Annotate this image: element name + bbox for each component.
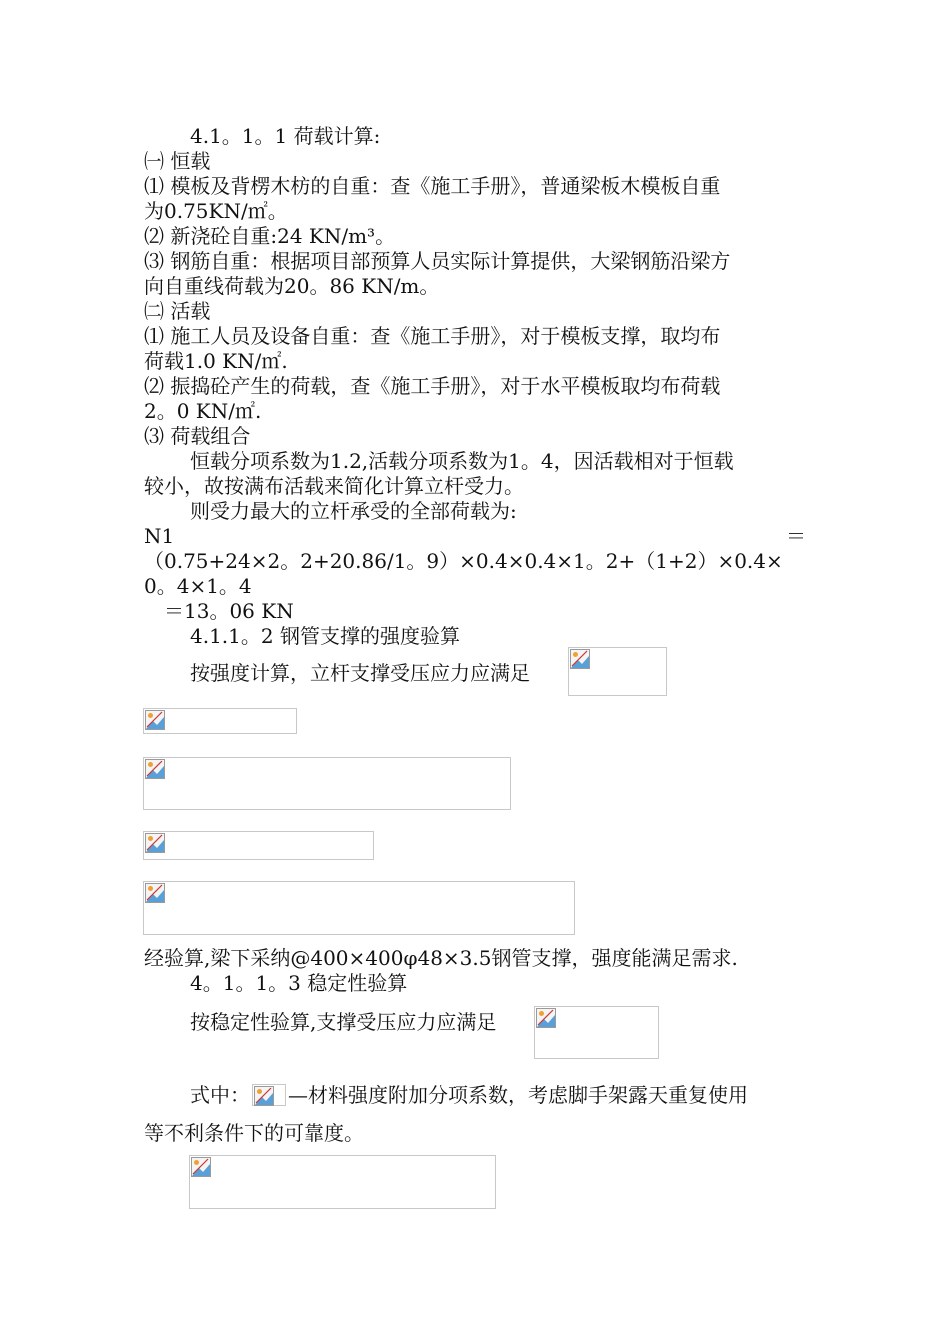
section-heading-4-1-1-3: 4。1。1。3 稳定性验算 [190,971,408,995]
section-heading-4-1-1-2: 4.1.1。2 钢管支撑的强度验算 [190,624,460,648]
live-load-item-2-line-2: 2。0 KN/㎡. [144,399,262,423]
n1-label: N1 [144,524,175,548]
formula-image-5 [189,1155,496,1209]
live-load-item-1-line-1: ⑴ 施工人员及设备自重：查《施工手册》，对于模板支撑，取均布 [144,324,721,348]
n1-expression-line-2: 0。4×1。4 [144,574,252,598]
broken-image-icon [145,833,165,853]
n1-equals: ＝ [786,524,806,548]
strength-requirement-text: 按强度计算，立杆支撑受压应力应满足 [190,661,530,685]
max-load-intro: 则受力最大的立杆承受的全部荷载为: [190,499,517,523]
gamma-symbol-image [252,1084,286,1106]
load-combination-line-1: 恒载分项系数为1.2,活载分项系数为1。4，因活载相对于恒载 [190,449,734,473]
broken-image-icon [536,1008,556,1028]
formula-image-3 [143,831,374,860]
live-load-heading: ㈡ 活载 [144,299,211,323]
broken-image-icon [254,1086,274,1106]
broken-image-icon [191,1157,211,1177]
broken-image-icon [145,759,165,779]
stability-formula-image [534,1006,659,1059]
dead-load-heading: ㈠ 恒载 [144,149,211,173]
live-load-item-2-line-1: ⑵ 振捣砼产生的荷载，查《施工手册》，对于水平模板取均布荷载 [144,374,721,398]
formula-note-line-1 [190,1083,748,1108]
broken-image-icon [145,710,165,730]
formula-image-1 [143,708,297,734]
strength-conclusion: 经验算,梁下采纳@400×400φ48×3.5钢管支撑，强度能满足需求. [144,946,738,970]
formula-note-line-2: 等不利条件下的可靠度。 [144,1121,364,1145]
section-heading-4-1-1-1: 4.1。1。1 荷载计算: [190,124,381,148]
dead-load-item-2: ⑵ 新浇砼自重:24 KN/m³。 [144,224,396,248]
n1-result: ＝13。06 KN [164,599,294,623]
formula-image-4 [143,881,575,935]
dead-load-item-3-line-1: ⑶ 钢筋自重：根据项目部预算人员实际计算提供，大梁钢筋沿梁方 [144,249,731,273]
dead-load-item-1-line-1: ⑴ 模板及背楞木枋的自重：查《施工手册》，普通梁板木模板自重 [144,174,721,198]
broken-image-icon [570,649,590,669]
formula-image-2 [143,757,511,810]
n1-line [144,524,806,549]
dead-load-item-1-line-2: 为0.75KN/㎡。 [144,199,288,223]
strength-formula-image [568,647,667,696]
live-load-item-3: ⑶ 荷载组合 [144,424,251,448]
dead-load-item-3-line-2: 向自重线荷载为20。86 KN/m。 [144,274,440,298]
n1-expression-line-1: （0.75+24×2。2+20.86/1。9）×0.4×0.4×1。2+（1+2）×0.4× [144,549,783,573]
formula-note-description: —材料强度附加分项系数，考虑脚手架露天重复使用 [288,1083,748,1107]
load-combination-line-2: 较小，故按满布活载来简化计算立杆受力。 [144,474,524,498]
formula-note-prefix: 式中： [190,1083,250,1107]
live-load-item-1-line-2: 荷载1.0 KN/㎡. [144,349,288,373]
stability-requirement-text: 按稳定性验算,支撑受压应力应满足 [190,1010,497,1034]
broken-image-icon [145,883,165,903]
